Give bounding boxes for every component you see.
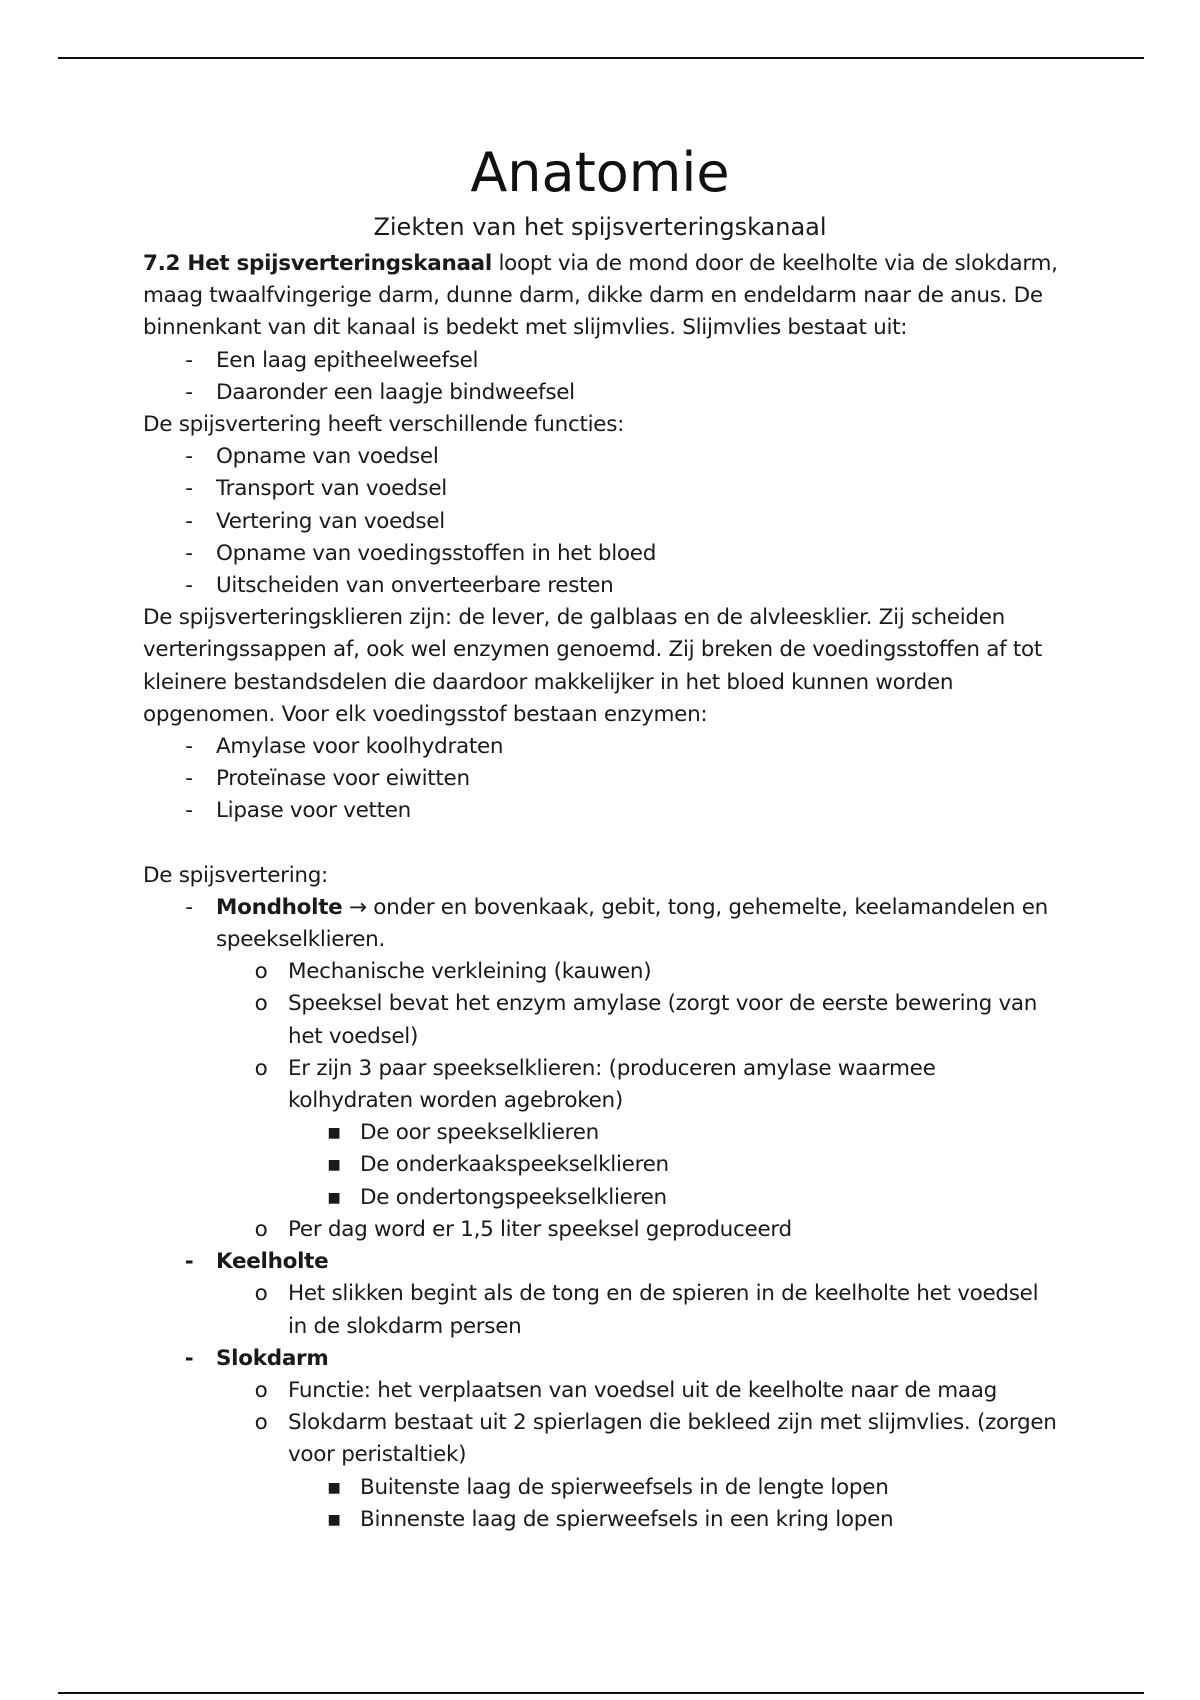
page-title: Anatomie [470,141,730,204]
circle-marker: o [254,1055,268,1081]
intro-heading: 7.2 Het spijsverteringskanaal [143,251,492,276]
dash-marker: - [185,573,193,599]
dash-marker: - [185,347,193,373]
circle-marker: o [254,1216,268,1242]
page-subtitle: Ziekten van het spijsverteringskanaal [373,213,827,241]
dash-marker: - [185,508,193,534]
square-bullet-icon: ■ [327,1479,341,1496]
list-item: ■ De ondertongspeekselklieren [143,1182,1058,1214]
square-bullet-icon: ■ [327,1189,341,1206]
keelholte-heading: Keelholte [216,1249,329,1275]
dash-marker: - [185,766,193,792]
list-item: - Lipase voor vetten [143,795,1058,827]
list-item: - Opname van voedsel [143,441,1058,473]
list-item: ■ Binnenste laag de spierweefsels in een kring lopen [143,1504,1058,1536]
list-item: ■ De onderkaakspeekselklieren [143,1149,1058,1181]
arrow-icon: → [349,894,367,920]
klieren-paragraph: De spijsverteringsklieren zijn: de lever, de galblaas en de alvleesklier. Zij scheiden verteringssappen af, ook wel enzymen genoemd. Zij breken de voedingsstoffen af tot kleinere bestandsdelen die daardoor makkelijker in het bloed kunnen worden opgenomen. Voor elk voedingsstof bestaan enzymen: [143,605,1042,727]
square-bullet-icon: ■ [327,1157,341,1174]
footer-rule [58,1692,1144,1694]
spacer [143,828,1058,860]
list-item: o Mechanische verkleining (kauwen) [143,956,1058,988]
slokdarm-heading: Slokdarm [216,1345,329,1371]
dash-marker: - [184,1345,194,1371]
document-body [143,248,1058,1536]
list-item: o Per dag word er 1,5 liter speeksel geproduceerd [143,1214,1058,1246]
dash-marker: - [185,444,193,470]
circle-marker: o [254,1410,268,1436]
list-item: o Functie: het verplaatsen van voedsel uit de keelholte naar de maag [143,1375,1058,1407]
section-slokdarm [143,1343,1058,1375]
list-item: ■ Buitenste laag de spierweefsels in de lengte lopen [143,1472,1058,1504]
mondholte-heading: Mondholte [216,894,343,920]
list-item: - Proteïnase voor eiwitten [143,763,1058,795]
dash-marker: - [185,734,193,760]
dash-marker: - [185,379,193,405]
dash-marker: - [184,1249,194,1275]
section-mondholte: - Mondholte → onder en bovenkaak, gebit, tong, gehemelte, keelamandelen en speekselklieren. [143,892,1058,956]
dash-marker: - [185,894,193,920]
list-item: o Er zijn 3 paar speekselklieren: (produceren amylase waarmee kolhydraten worden agebroken) [143,1053,1058,1117]
list-item: o Speeksel bevat het enzym amylase (zorgt voor de eerste bewering van het voedsel) [143,988,1058,1052]
circle-marker: o [254,991,268,1017]
dash-marker: - [185,540,193,566]
dash-marker: - [185,476,193,502]
intro-text: loopt via de mond door de keelholte via de slokdarm, maag twaalfvingerige darm, dunne darm, dikke darm en endeldarm naar de anus. De binnenkant van dit kanaal is bedekt met slijmvlies. Slijmvlies bestaat uit: [143,251,1058,341]
functies-intro: De spijsvertering heeft verschillende functies: [143,412,625,438]
list-item: - Transport van voedsel [143,473,1058,505]
circle-marker: o [254,1377,268,1403]
circle-marker: o [254,1281,268,1307]
intro-paragraph [143,248,1058,345]
list-item: ■ De oor speekselklieren [143,1117,1058,1149]
list-item: - Een laag epitheelweefsel [143,345,1058,377]
list-item: - Daaronder een laagje bindweefsel [143,377,1058,409]
circle-marker: o [254,959,268,985]
list-item: o Slokdarm bestaat uit 2 spierlagen die bekleed zijn met slijmvlies. (zorgen voor peristaltiek) [143,1407,1058,1471]
square-bullet-icon: ■ [327,1511,341,1528]
list-item: - Amylase voor koolhydraten [143,731,1058,763]
list-item: - Uitscheiden van onverteerbare resten [143,570,1058,602]
square-bullet-icon: ■ [327,1125,341,1142]
section-keelholte [143,1246,1058,1278]
dash-marker: - [185,798,193,824]
spijsvertering-intro: De spijsvertering: [143,862,328,888]
list-item: o Het slikken begint als de tong en de spieren in de keelholte het voedsel in de slokdarm persen [143,1278,1058,1342]
list-item: - Vertering van voedsel [143,506,1058,538]
list-item: - Opname van voedingsstoffen in het bloed [143,538,1058,570]
header-rule [58,57,1144,59]
